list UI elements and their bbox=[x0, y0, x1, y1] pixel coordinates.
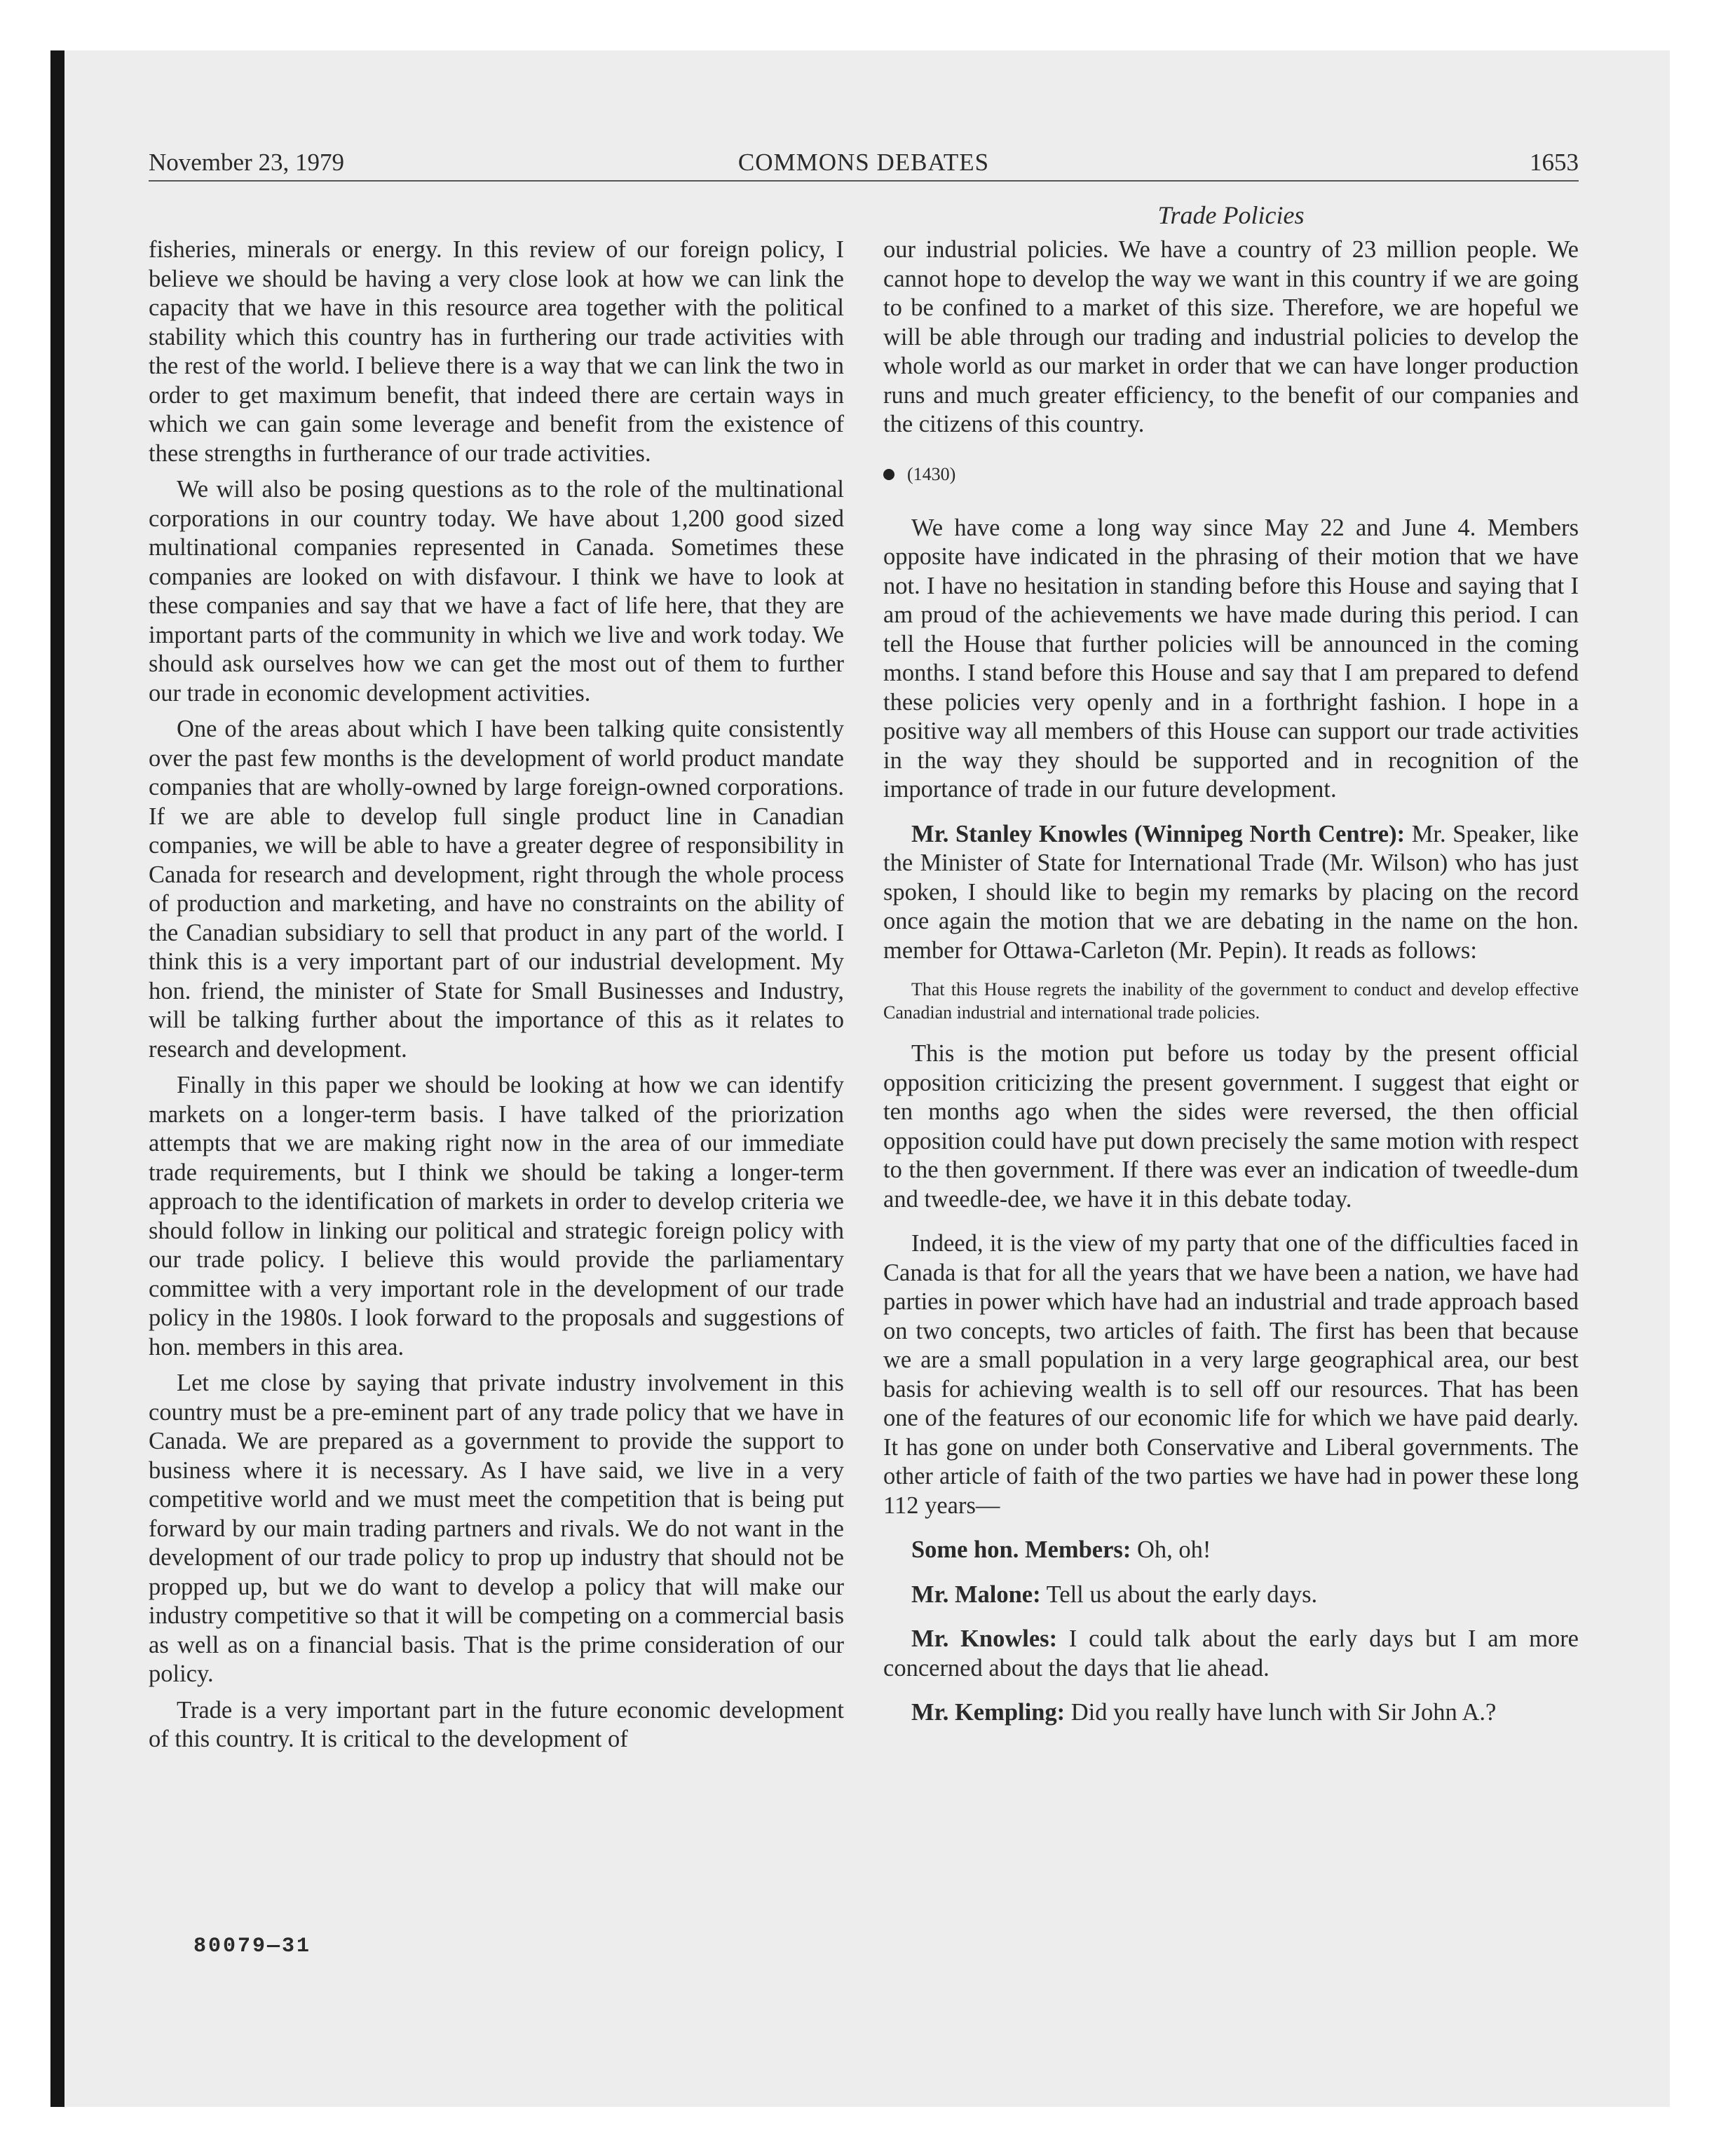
bullet-icon bbox=[883, 469, 894, 480]
speech-text: Oh, oh! bbox=[1131, 1536, 1211, 1563]
header-date: November 23, 1979 bbox=[149, 149, 344, 176]
speaker-name: Mr. Kempling: bbox=[911, 1699, 1066, 1726]
speech-text: I could talk about the early days but I am more concerned about the days that lie ahead. bbox=[883, 1625, 1579, 1681]
speech-text: Did you really have lunch with Sir John A.? bbox=[1065, 1699, 1497, 1726]
left-paragraph-3: One of the areas about which I have been talking quite consistently over the past few months is the development of world product mandate companies that are wholly-owned by large foreign-owned corporations. If we are able to develop full single product line in Canadian companies, we will be able to have a greater degree of responsibility in Canada for research and development, right through the whole process of production and marketing, and have no constraints on the ability of the Canadian subsidiary to sell that product in any part of the world. I think this is a very important part of our industrial development. My hon. friend, the minister of State for Small Businesses and Industry, will be talking further about the importance of this as it relates to research and development. bbox=[149, 716, 844, 1063]
header-journal-title: COMMONS DEBATES bbox=[737, 149, 990, 176]
speaker-name: Mr. Knowles: bbox=[911, 1625, 1058, 1652]
speaker-paragraph-knowles bbox=[883, 820, 1579, 966]
running-header bbox=[149, 146, 1579, 179]
printer-code: 80079—31 bbox=[193, 1935, 312, 1958]
left-paragraph-5: Let me close by saying that private industry involvement in this country must be a pre-eminent part of any trade policy that we have in Canada. We are prepared as a government to provide the support to business where it is necessary. As I have said, we live in a very competitive world and we must meet the competition that is being put forward by our main trading partners and rivals. We do not want in the development of our trade policy to prop up industry that should not be propped up, but we do want to develop a policy that will make our industry competitive so that it will be competing on a commercial basis as well as on a financial basis. That is the prime consideration of our policy. bbox=[149, 1370, 844, 1687]
speaker-name: Mr. Stanley Knowles (Winnipeg North Centre): bbox=[911, 820, 1406, 847]
right-paragraph-4: This is the motion put before us today by the present official opposition criticizing the present government. I suggest that eight or ten months ago when the sides were reversed, the then official opposition could have put down precisely the same motion with respect to the then government. If there was ever an indication of tweedle-dum and tweedle-dee, we have it in this debate today. bbox=[883, 1040, 1579, 1213]
speech-text: Tell us about the early days. bbox=[1040, 1581, 1318, 1608]
left-paragraph-4: Finally in this paper we should be looking at how we can identify markets on a longer-term basis. I have talked of the priorization attempts that we are making right now in the area of our immediate trade requirements, but I think we should be taking a longer-term approach to the identification of markets in order to develop criteria we should follow in linking our political and strategic foreign policy with our trade policy. I believe this would provide the parliamentary committee with a very important role in the development of our trade policy in the 1980s. I look forward to the proposals and suggestions of hon. members in this area. bbox=[149, 1072, 844, 1360]
speaker-name: Some hon. Members: bbox=[911, 1536, 1131, 1563]
speech-text: Mr. Speaker, like the Minister of State for International Trade (Mr. Wilson) who has just spoken, I should like to begin my remarks by placing on the record once again the motion that we are debating in the name on the hon. member for Ottawa-Carleton (Mr. Pepin). It reads as follows: bbox=[883, 820, 1579, 964]
time-stamp-text: (1430) bbox=[907, 463, 956, 484]
header-rule bbox=[149, 180, 1579, 182]
right-column bbox=[883, 236, 1579, 1728]
left-paragraph-1: fisheries, minerals or energy. In this review of our foreign policy, I believe we should be having a very close look at how we can link the capacity that we have in this resource area together with the political stability which this country has in furthering our trade activities with the rest of the world. I believe there is a way that we can link the two in order to get maximum benefit, that indeed there are certain ways in which we can gain some leverage and benefit from the existence of these strengths in furtherance of our trade activities. bbox=[149, 236, 844, 467]
left-column bbox=[149, 236, 844, 1754]
left-paragraph-2: We will also be posing questions as to the role of the multinational corporations in our country today. We have about 1,200 good sized multinational companies represented in Canada. Sometimes these companies are looked on with disfavour. I think we have to look at these companies and say that we have a fact of life here, that they are important parts of the community in which we live and work today. We should ask ourselves how we can get the most out of them to further our trade in economic development activities. bbox=[149, 476, 844, 707]
right-paragraph-2: We have come a long way since May 22 and June 4. Members opposite have indicated in the phrasing of their motion that we have not. I have no hesitation in standing before this House and saying that I am proud of the achievements we have made during this period. I can tell the House that further policies will be announced in the coming months. I stand before this House and say that I am prepared to defend these policies very openly and in a forthright fashion. I hope in a positive way all members of this House can support our trade activities in the way they should be supported and in recognition of the importance of trade in our future development. bbox=[883, 514, 1579, 803]
scan-edge-bar bbox=[50, 50, 64, 2107]
header-page-number: 1653 bbox=[1530, 149, 1579, 176]
right-paragraph-5: Indeed, it is the view of my party that one of the difficulties faced in Canada is that for all the years that we have been a nation, we have had parties in power which have had an industrial and trade approach based on two concepts, two articles of faith. The first has been that because we are a small population in a very large geographical area, our best basis for achieving wealth is to sell off our resources. That has been one of the features of our economic life for which we have paid dearly. It has gone on under both Conservative and Liberal governments. The other article of faith of the two parties we have had in power these long 112 years— bbox=[883, 1230, 1579, 1519]
speaker-name: Mr. Malone: bbox=[911, 1581, 1041, 1608]
time-stamp bbox=[883, 460, 1579, 489]
speaker-paragraph-knowles-2 bbox=[883, 1625, 1579, 1683]
left-paragraph-6: Trade is a very important part in the future economic development of this country. It is critical to the development of bbox=[149, 1696, 844, 1752]
speaker-paragraph-kempling bbox=[883, 1698, 1579, 1728]
speaker-paragraph-malone bbox=[883, 1581, 1579, 1610]
speaker-paragraph-members bbox=[883, 1536, 1579, 1565]
motion-quote: That this House regrets the inability of the government to conduct and develop effective Canadian industrial and international trade policies. bbox=[883, 979, 1579, 1023]
right-paragraph-1: our industrial policies. We have a country of 23 million people. We cannot hope to develop the way we want in this country if we are going to be confined to a market of this size. Therefore, we are hopeful we will be able through our trading and industrial policies to develop the whole world as our market in order that we can have longer production runs and much greater efficiency, to the benefit of our companies and the citizens of this country. bbox=[883, 236, 1579, 437]
section-title: Trade Policies bbox=[1157, 201, 1305, 229]
